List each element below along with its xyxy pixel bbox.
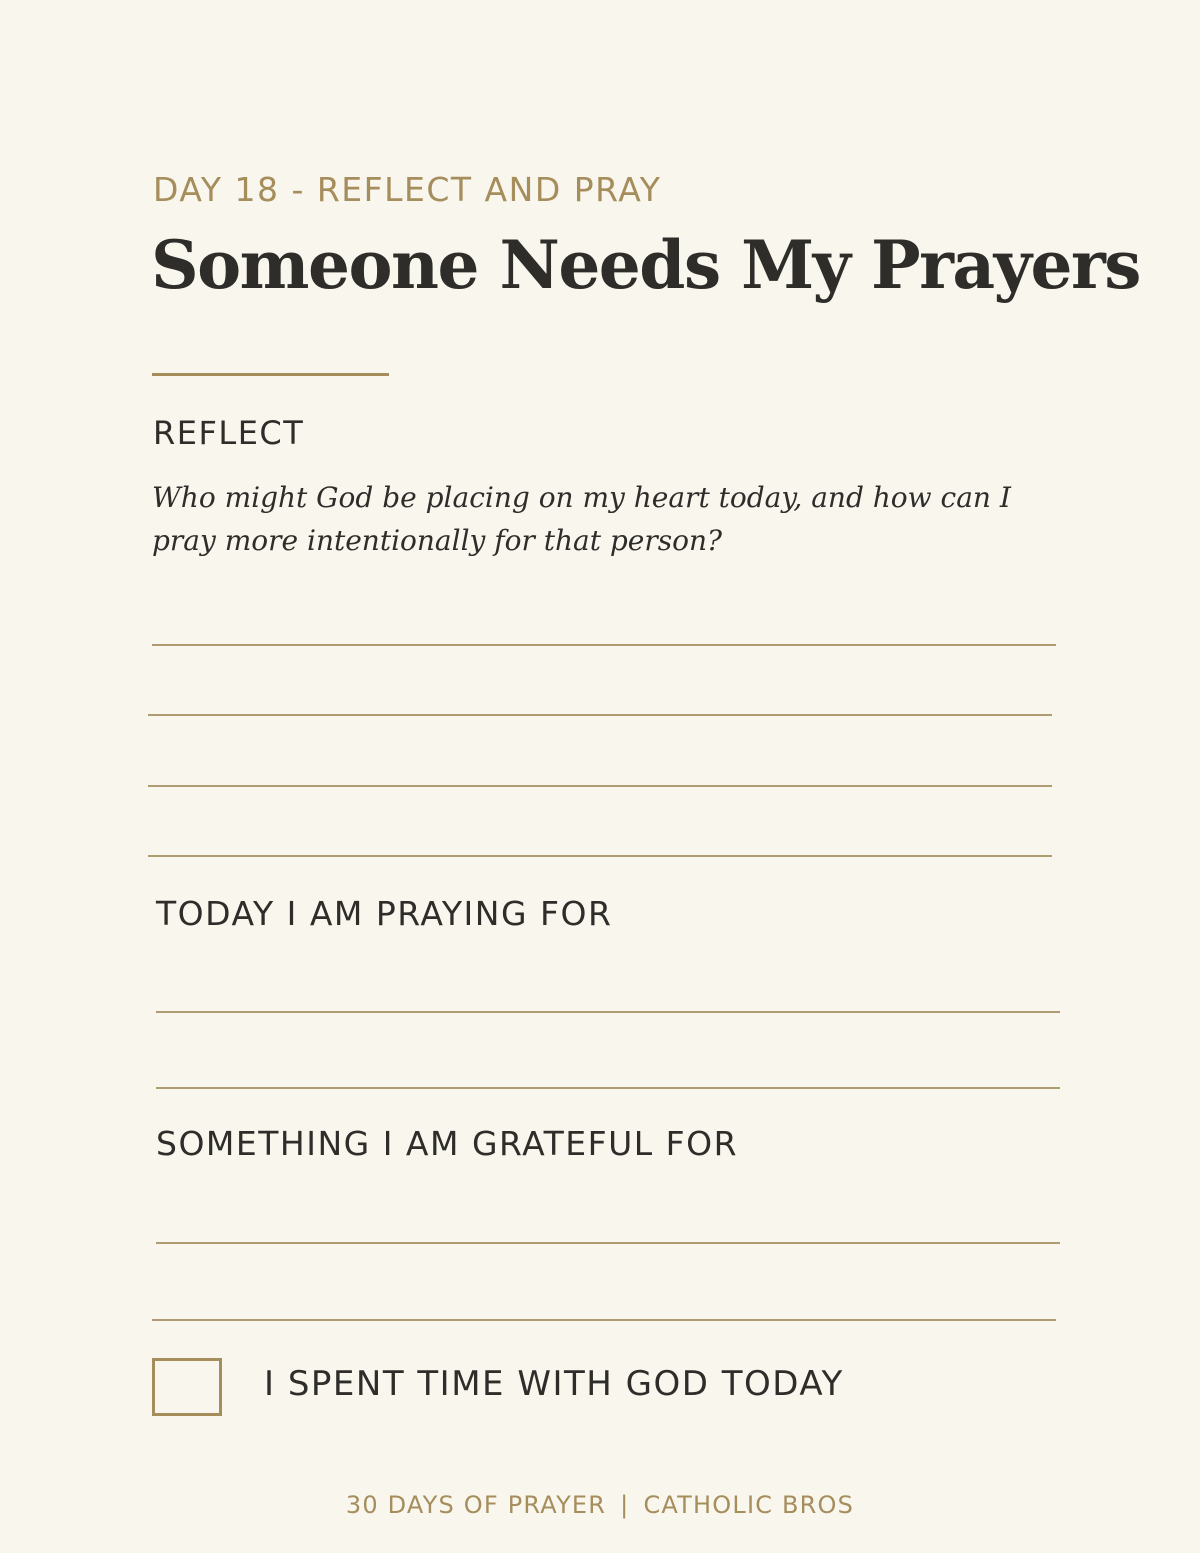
reflect-writing-line[interactable]: [148, 714, 1052, 716]
footer-series-title: 30 DAYS OF PRAYER: [345, 1491, 607, 1519]
page-title: Someone Needs My Prayers: [151, 226, 1140, 304]
footer: [0, 1488, 1200, 1522]
reflect-writing-line[interactable]: [148, 785, 1052, 787]
praying-for-writing-line[interactable]: [156, 1087, 1060, 1089]
day-kicker: DAY 18 - REFLECT AND PRAY: [153, 170, 662, 209]
reflect-prompt: Who might God be placing on my heart today, and how can I pray more intentionally for that person?: [152, 481, 1011, 557]
grateful-for-writing-line[interactable]: [152, 1319, 1056, 1321]
praying-for-writing-line[interactable]: [156, 1011, 1060, 1013]
time-with-god-label: I SPENT TIME WITH GOD TODAY: [264, 1364, 844, 1404]
grateful-for-writing-line[interactable]: [156, 1242, 1060, 1244]
grateful-for-heading: SOMETHING I AM GRATEFUL FOR: [156, 1124, 739, 1163]
praying-for-heading: TODAY I AM PRAYING FOR: [156, 894, 613, 933]
reflect-writing-line[interactable]: [148, 855, 1052, 857]
reflect-heading: REFLECT: [153, 414, 305, 452]
title-accent-divider: [152, 373, 389, 376]
footer-brand: CATHOLIC BROS: [643, 1491, 855, 1519]
footer-separator: |: [620, 1491, 630, 1519]
time-with-god-checkbox[interactable]: [152, 1358, 222, 1416]
reflect-writing-line[interactable]: [152, 644, 1056, 646]
